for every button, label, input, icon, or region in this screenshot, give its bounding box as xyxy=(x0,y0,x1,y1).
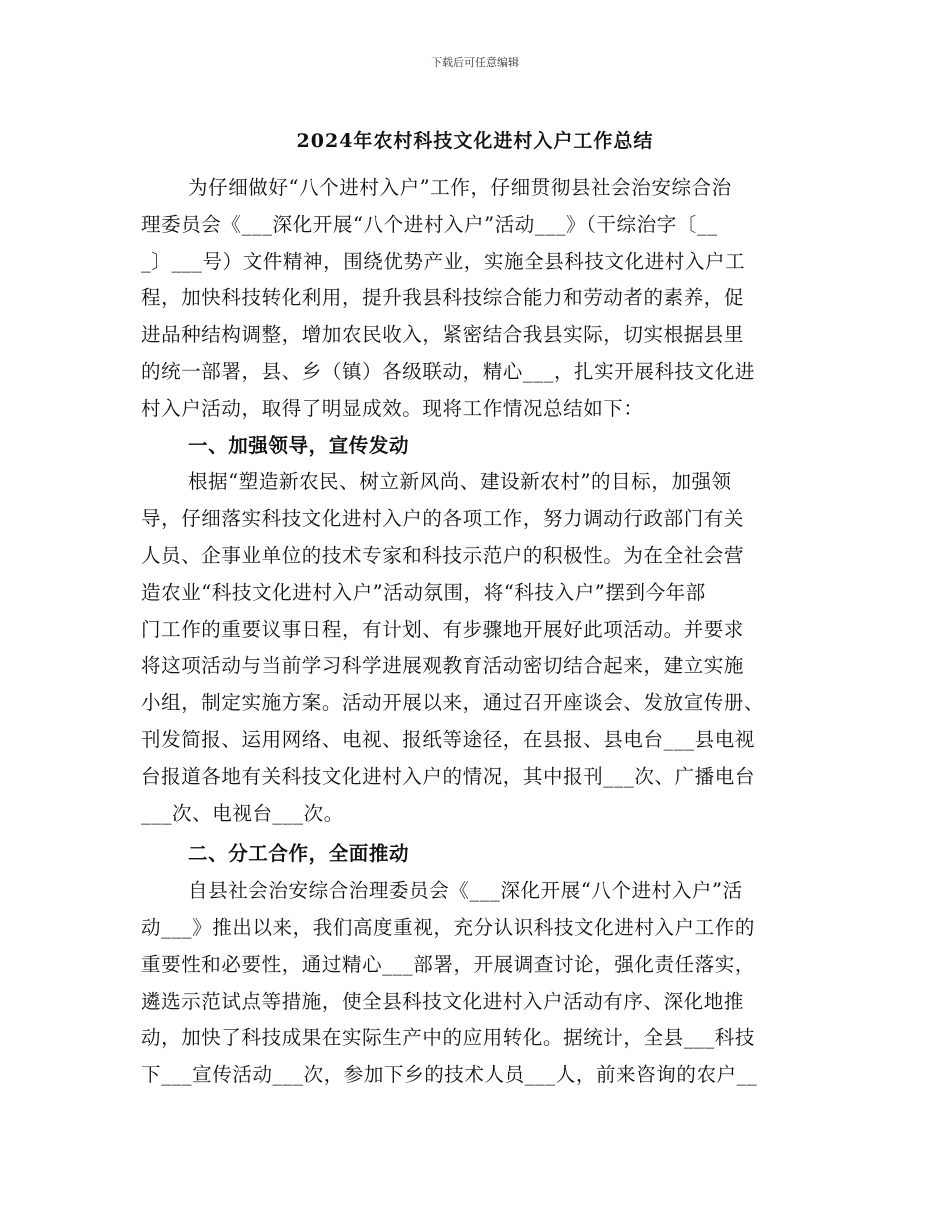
paragraph-line: 的统一部署，县、乡（镇）各级联动，精心___，扎实开展科技文化进 xyxy=(141,359,755,383)
paragraph-line: 动___》推出以来，我们高度重视，充分认识科技文化进村入户工作的 xyxy=(141,915,755,939)
paragraph-line: 重要性和必要性，通过精心___部署，开展调查讨论，强化责任落实， xyxy=(141,952,755,976)
document-body xyxy=(141,170,821,1094)
paragraph-line: 遴选示范试点等措施，使全县科技文化进村入户活动有序、深化地推 xyxy=(141,989,745,1013)
paragraph-line: 人员、企事业单位的技术专家和科技示范户的积极性。为在全社会营 xyxy=(141,543,745,567)
paragraph-line: _〕___号）文件精神，围绕优势产业，实施全县科技文化进村入户工 xyxy=(141,249,746,273)
paragraph-line: 刊发简报、运用网络、电视、报纸等途径，在县报、县电台___县电视 xyxy=(141,727,755,751)
paragraph-line: 造农业“科技文化进村入户”活动氛围，将“科技入户”摆到今年部 xyxy=(141,580,706,604)
paragraph-line: 程，加快科技转化利用，提升我县科技综合能力和劳动者的素养，促 xyxy=(141,286,745,310)
paragraph-line: 自县社会治安综合治理委员会《___深化开展“八个进村入户”活 xyxy=(188,879,743,903)
paragraph-line: 理委员会《___深化开展“八个进村入户”活动___》（干综治字〔__ xyxy=(141,212,718,236)
paragraph-line: 将这项活动与当前学习科学进展观教育活动密切结合起来，建立实施 xyxy=(141,654,745,678)
paragraph-line: 根据“塑造新农民、树立新风尚、建设新农村”的目标，加强领 xyxy=(188,470,732,494)
paragraph-line: 村入户活动，取得了明显成效。现将工作情况总结如下： xyxy=(141,396,644,420)
document-title: 2024年农村科技文化进村入户工作总结 xyxy=(296,130,654,152)
paragraph-line: 为仔细做好“八个进村入户”工作，仔细贯彻县社会治安综合治 xyxy=(188,176,732,199)
section-heading: 二、分工合作，全面推动 xyxy=(188,842,410,866)
paragraph-line: 动，加快了科技成果在实际生产中的应用转化。据统计，全县___科技 xyxy=(141,1026,755,1050)
paragraph-line: 台报道各地有关科技文化进村入户的情况，其中报刊___次、广播电台 xyxy=(141,764,755,788)
paragraph-line: 导，仔细落实科技文化进村入户的各项工作，努力调动行政部门有关 xyxy=(141,507,745,531)
section-heading: 一、加强领导，宣传发动 xyxy=(188,433,410,457)
paragraph-line: 进品种结构调整，增加农民收入，紧密结合我县实际，切实根据县里 xyxy=(141,323,745,347)
paragraph-line: 门工作的重要议事日程，有计划、有步骤地开展好此项活动。并要求 xyxy=(141,617,745,641)
paragraph-line: ___次、电视台___次。 xyxy=(141,801,344,825)
page-header-note: 下载后可任意编辑 xyxy=(431,56,519,69)
paragraph-line: 下___宣传活动___次，参加下乡的技术人员___人，前来咨询的农户__ xyxy=(141,1063,758,1087)
paragraph-line: 小组，制定实施方案。活动开展以来，通过召开座谈会、发放宣传册、 xyxy=(141,691,765,715)
